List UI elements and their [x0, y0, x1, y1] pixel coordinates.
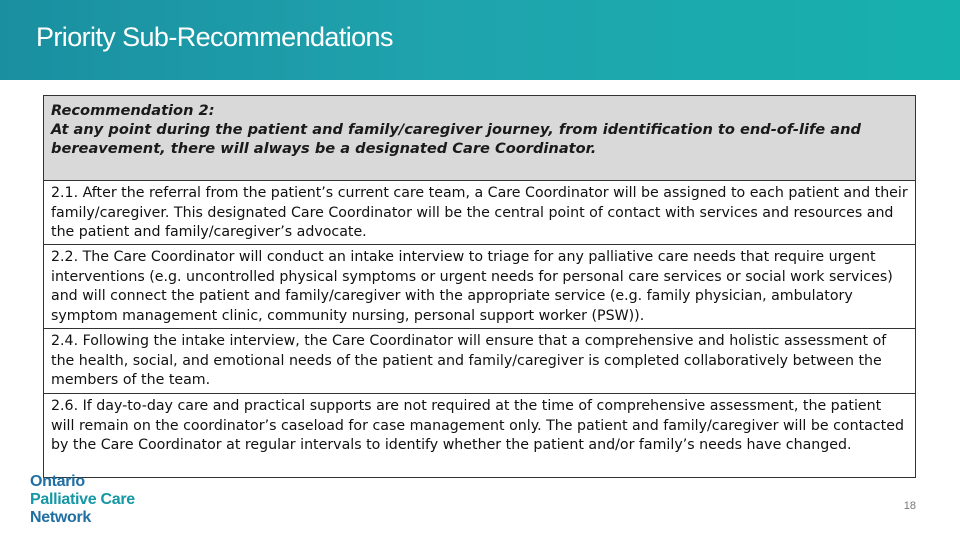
recommendation-statement: At any point during the patient and family/caregiver journey, from identification to end-of-life and bereavement, there will always be a designated Care Coordinator.: [51, 121, 861, 157]
recommendation-header: [44, 96, 915, 181]
slide-title: Priority Sub-Recommendations: [36, 22, 393, 52]
title-bar: [0, 0, 960, 80]
opcn-logo: [30, 473, 135, 527]
logo-line-network: Network: [30, 509, 92, 526]
sub-recommendation-2-1: 2.1. After the referral from the patient’s current care team, a Care Coordinator will be assigned to each patient and their family/caregiver. This designated Care Coordinator will be the central point of contact with services and resources and the patient and family/caregiver’s advocate.: [44, 181, 915, 245]
recommendation-heading: Recommendation 2:: [51, 102, 215, 119]
sub-recommendation-2-4: 2.4. Following the intake interview, the Care Coordinator will ensure that a comprehensive and holistic assessment of the health, social, and emotional needs of the patient and family/caregiver is completed collaboratively between the members of the team.: [44, 329, 915, 394]
sub-recommendation-2-2: 2.2. The Care Coordinator will conduct an intake interview to triage for any palliative care needs that require urgent interventions (e.g. uncontrolled physical symptoms or urgent needs for personal care services or social work services) and will connect the patient and family/caregiver with the appropriate service (e.g. family physician, ambulatory symptom management clinic, community nursing, personal support worker (PSW)).: [44, 245, 915, 329]
sub-recommendation-2-6: 2.6. If day-to-day care and practical supports are not required at the time of comprehensive assessment, the patient will remain on the coordinator’s caseload for case management only. The patient and family/caregiver will be contacted by the Care Coordinator at regular intervals to identify whether the patient and/or family’s needs have changed.: [51, 398, 904, 453]
logo-line-palliative-care: Palliative Care: [30, 491, 135, 508]
logo-line-ontario: Ontario: [30, 473, 85, 490]
recommendation-table: [43, 95, 916, 478]
page-number: 18: [903, 500, 916, 512]
